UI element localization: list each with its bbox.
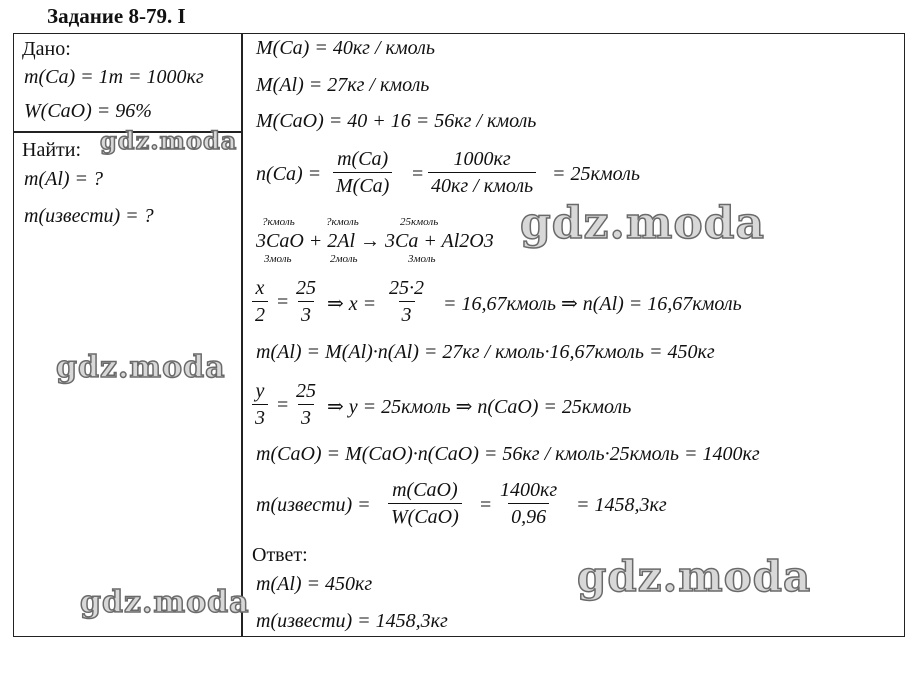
fraction-numerator: m(Ca) (337, 148, 389, 170)
proportion-x-fraction-2 (293, 275, 319, 328)
fraction-denominator: 3 (298, 301, 314, 328)
proportion-x-mid: ⇒ x = (327, 293, 377, 315)
reaction-below-al: 2моль (330, 253, 358, 265)
moles-ca-lhs: n(Ca) = (256, 163, 322, 185)
column-divider (241, 33, 243, 637)
proportion-y-equals: = (277, 394, 289, 416)
mass-lime-result: = 1458,3кг (576, 494, 667, 516)
mass-lime-fraction-1 (388, 477, 462, 530)
proportion-x-equals: = (277, 291, 289, 313)
find-header: Найти: (22, 139, 82, 161)
moles-ca-result: = 25кмоль (552, 163, 640, 185)
mass-lime-fraction-2 (497, 477, 560, 530)
fraction-denominator: 40кг / кмоль (428, 172, 536, 199)
find-mass-al: m(Al) = ? (24, 168, 104, 190)
molar-mass-ca: M(Ca) = 40кг / кмоль (256, 37, 435, 59)
fraction-denominator: 0,96 (508, 503, 549, 530)
mass-cao-calc: m(CaO) = M(CaO)·n(CaO) = 56кг / кмоль·25кмоль = 1400кг (256, 443, 760, 465)
answer-header: Ответ: (252, 544, 308, 566)
proportion-x-fraction-1 (252, 275, 268, 328)
fraction-numerator: 25 (296, 277, 316, 299)
fraction-denominator: 3 (252, 404, 268, 431)
moles-ca-equals: = (412, 163, 424, 185)
watermark-logo: gdz.moda (520, 198, 766, 249)
reaction-above-cao: ?кмоль (262, 216, 295, 228)
fraction-denominator: W(CaO) (388, 503, 462, 530)
watermark-logo: gdz.moda (80, 585, 250, 620)
reaction-below-ca: 3моль (408, 253, 436, 265)
fraction-denominator: 3 (399, 301, 415, 328)
proportion-y-fraction-2 (293, 378, 319, 431)
given-fraction-cao: W(CaO) = 96% (24, 100, 152, 122)
mass-al-calc: m(Al) = M(Al)·n(Al) = 27кг / кмоль·16,67кмоль = 450кг (256, 341, 715, 363)
find-mass-lime: m(извести) = ? (24, 205, 154, 227)
given-mass-ca: m(Ca) = 1т = 1000кг (24, 66, 204, 88)
fraction-numerator: 1400кг (500, 479, 558, 501)
watermark-logo: gdz.moda (577, 552, 812, 601)
mass-lime-lhs: m(извести) = (256, 494, 371, 516)
fraction-denominator: M(Ca) (333, 172, 392, 199)
fraction-numerator: m(CaO) (392, 479, 458, 501)
reaction-below-cao: 3моль (264, 253, 292, 265)
fraction-denominator: 3 (298, 404, 314, 431)
proportion-y-fraction-1 (252, 378, 268, 431)
reaction-equation: 3CaO + 2Al → 3Ca + Al2O3 (256, 230, 494, 252)
proportion-x-result: = 16,67кмоль ⇒ n(Al) = 16,67кмоль (443, 293, 742, 315)
task-title: Задание 8-79. I (47, 4, 186, 28)
fraction-numerator: 25 (296, 380, 316, 402)
answer-mass-al: m(Al) = 450кг (256, 573, 373, 595)
molar-mass-cao: M(CaO) = 40 + 16 = 56кг / кмоль (256, 110, 537, 132)
proportion-x-fraction-3 (386, 275, 427, 328)
fraction-denominator: 2 (252, 301, 268, 328)
reaction-above-al: ?кмоль (326, 216, 359, 228)
watermark-logo: gdz.moda (56, 350, 226, 385)
molar-mass-al: M(Al) = 27кг / кмоль (256, 74, 430, 96)
moles-ca-fraction-2 (428, 146, 536, 199)
fraction-numerator: y (255, 380, 265, 402)
fraction-numerator: x (255, 277, 265, 299)
proportion-y-result: ⇒ y = 25кмоль ⇒ n(CaO) = 25кмоль (327, 396, 632, 418)
moles-ca-fraction-1 (333, 146, 392, 199)
answer-mass-lime: m(извести) = 1458,3кг (256, 610, 448, 632)
fraction-numerator: 1000кг (453, 148, 511, 170)
fraction-numerator: 25·2 (389, 277, 424, 299)
given-header: Дано: (22, 38, 71, 60)
reaction-above-ca: 25кмоль (400, 216, 439, 228)
watermark-logo: gdz.moda (100, 126, 238, 155)
mass-lime-equals: = (480, 494, 492, 516)
